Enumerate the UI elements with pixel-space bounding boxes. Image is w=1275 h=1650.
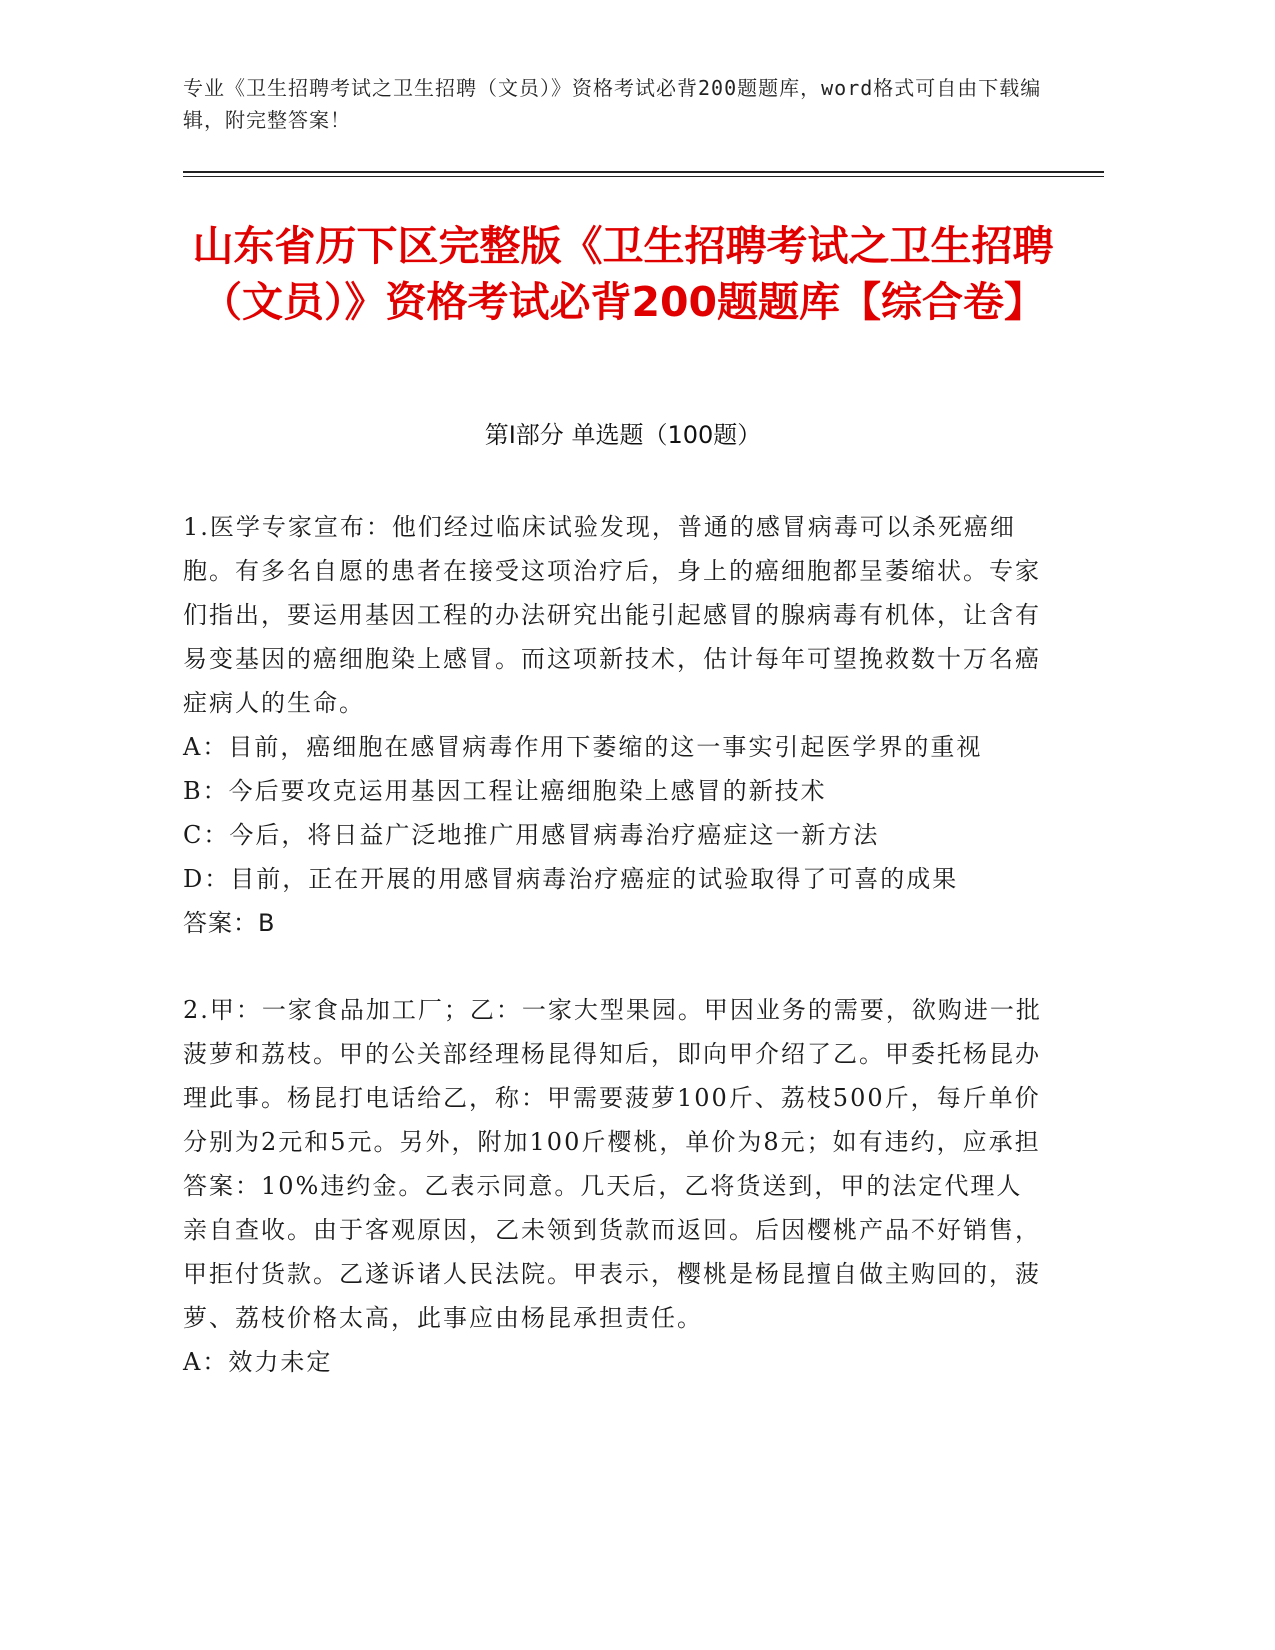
question-stem: 2.甲：一家食品加工厂；乙：一家大型果园。甲因业务的需要，欲购进一批菠萝和荔枝。甲的公关部经理杨昆得知后，即向甲介绍了乙。甲委托杨昆办理此事。杨昆打电话给乙，称：甲需要菠萝100斤、荔枝500斤，每斤单价分别为2元和5元。另外，附加100斤樱桃，单价为8元；如有违约，应承担答案：10%违约金。乙表示同意。几天后，乙将货送到，甲的法定代理人亲自查收。由于客观原因，乙未领到货款而返回。后因樱桃产品不好销售，甲拒付货款。乙遂诉诸人民法院。甲表示，樱桃是杨昆擅自做主购回的，菠萝、荔枝价格太高，此事应由杨昆承担责任。 (183, 996, 1042, 1332)
question-list (183, 505, 1043, 1427)
question-2 (183, 988, 1043, 1384)
document-title: 山东省历下区完整版《卫生招聘考试之卫生招聘（文员）》资格考试必背200题题库【综合卷】 (192, 222, 1054, 326)
header-rule-thin (183, 176, 1104, 177)
option-b: B：今后要攻克运用基因工程让癌细胞染上感冒的新技术 (183, 777, 827, 805)
answer-line: 答案：B (183, 909, 276, 937)
option-c: C：今后，将日益广泛地推广用感冒病毒治疗癌症这一新方法 (183, 821, 880, 849)
header-rule-thick (183, 171, 1104, 173)
option-a: A：目前，癌细胞在感冒病毒作用下萎缩的这一事实引起医学界的重视 (183, 733, 983, 761)
question-stem: 1.医学专家宣布：他们经过临床试验发现，普通的感冒病毒可以杀死癌细胞。有多名自愿的患者在接受这项治疗后，身上的癌细胞都呈萎缩状。专家们指出，要运用基因工程的办法研究出能引起感冒的腺病毒有机体，让含有易变基因的癌细胞染上感冒。而这项新技术，估计每年可望挽救数十万名癌症病人的生命。 (183, 513, 1041, 717)
question-1 (183, 505, 1043, 945)
option-a: A：效力未定 (183, 1348, 333, 1376)
header-note: 专业《卫生招聘考试之卫生招聘（文员）》资格考试必背200题题库，word格式可自由下载编辑，附完整答案！ (183, 76, 1042, 132)
option-d: D：目前，正在开展的用感冒病毒治疗癌症的试验取得了可喜的成果 (183, 865, 959, 893)
section-title: 第Ⅰ部分 单选题（100题） (484, 421, 762, 449)
